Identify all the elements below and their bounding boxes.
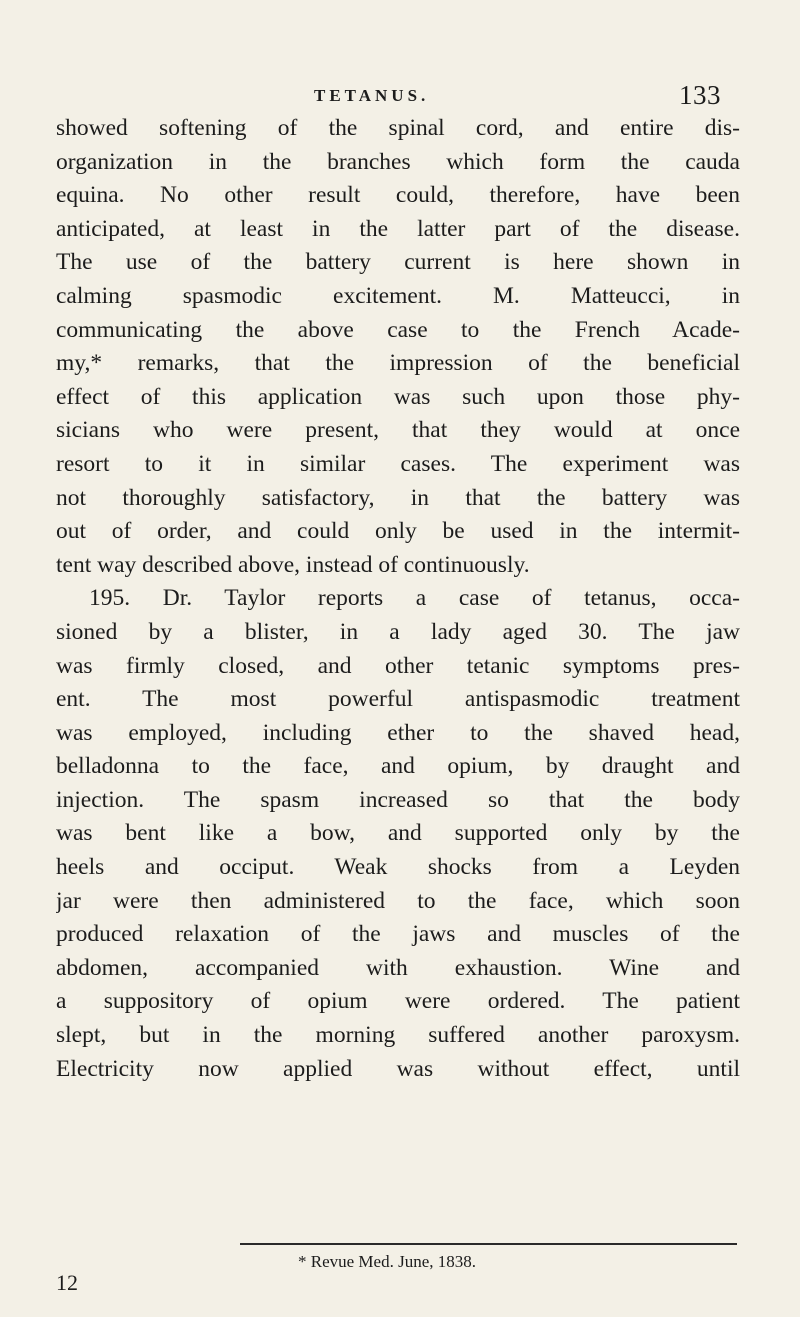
text-line: resort to it in similar cases. The experiment was (56, 450, 740, 477)
text-line: effect of this application was such upon those phy- (56, 383, 740, 410)
text-line: heels and occiput. Weak shocks from a Leyden (56, 854, 740, 881)
text-line: a suppository of opium were ordered. The patient (56, 988, 740, 1015)
text-line: sioned by a blister, in a lady aged 30. The jaw (56, 618, 740, 645)
text-line: sicians who were present, that they would at once (56, 417, 740, 444)
text-line: injection. The spasm increased so that the body (56, 786, 740, 813)
text-line: equina. No other result could, therefore, have been (56, 182, 740, 209)
text-line: 195. Dr. Taylor reports a case of tetanus, occa- (89, 585, 740, 612)
text-line: The use of the battery current is here shown in (56, 249, 740, 276)
text-line: calming spasmodic excitement. M. Matteucci, in (56, 282, 740, 309)
running-title: TETANUS. (314, 86, 430, 105)
text-line: anticipated, at least in the latter part of the disease. (56, 215, 740, 242)
footnote-rule (240, 1243, 737, 1245)
text-line: my,* remarks, that the impression of the beneficial (56, 350, 740, 377)
page-number: 133 (679, 80, 721, 110)
footnote: * Revue Med. June, 1838. (298, 1252, 477, 1271)
text-line: abdomen, accompanied with exhaustion. Wine and (56, 954, 740, 981)
text-line: Electricity now applied was without effect, until (56, 1055, 740, 1082)
text-line: organization in the branches which form the cauda (56, 148, 740, 175)
text-line: belladonna to the face, and opium, by draught and (56, 753, 740, 780)
text-line: out of order, and could only be used in the intermit- (56, 518, 740, 545)
text-line: produced relaxation of the jaws and muscles of the (56, 921, 740, 948)
text-line: ent. The most powerful antispasmodic treatment (56, 686, 740, 713)
text-line: slept, but in the morning suffered another paroxysm. (56, 1022, 740, 1049)
text-line: was employed, including ether to the shaved head, (56, 719, 740, 746)
running-head (0, 80, 800, 110)
body-text (56, 112, 740, 1086)
text-line: not thoroughly satisfactory, in that the battery was (56, 484, 740, 511)
text-line: was firmly closed, and other tetanic symptoms pres- (56, 652, 740, 679)
text-line: tent way described above, instead of continuously. (56, 551, 530, 578)
signature-mark: 12 (56, 1270, 78, 1295)
text-line: jar were then administered to the face, which soon (56, 887, 740, 914)
text-line: showed softening of the spinal cord, and entire dis- (56, 115, 740, 141)
text-line: communicating the above case to the French Acade- (56, 316, 740, 343)
text-line: was bent like a bow, and supported only by the (56, 820, 740, 847)
